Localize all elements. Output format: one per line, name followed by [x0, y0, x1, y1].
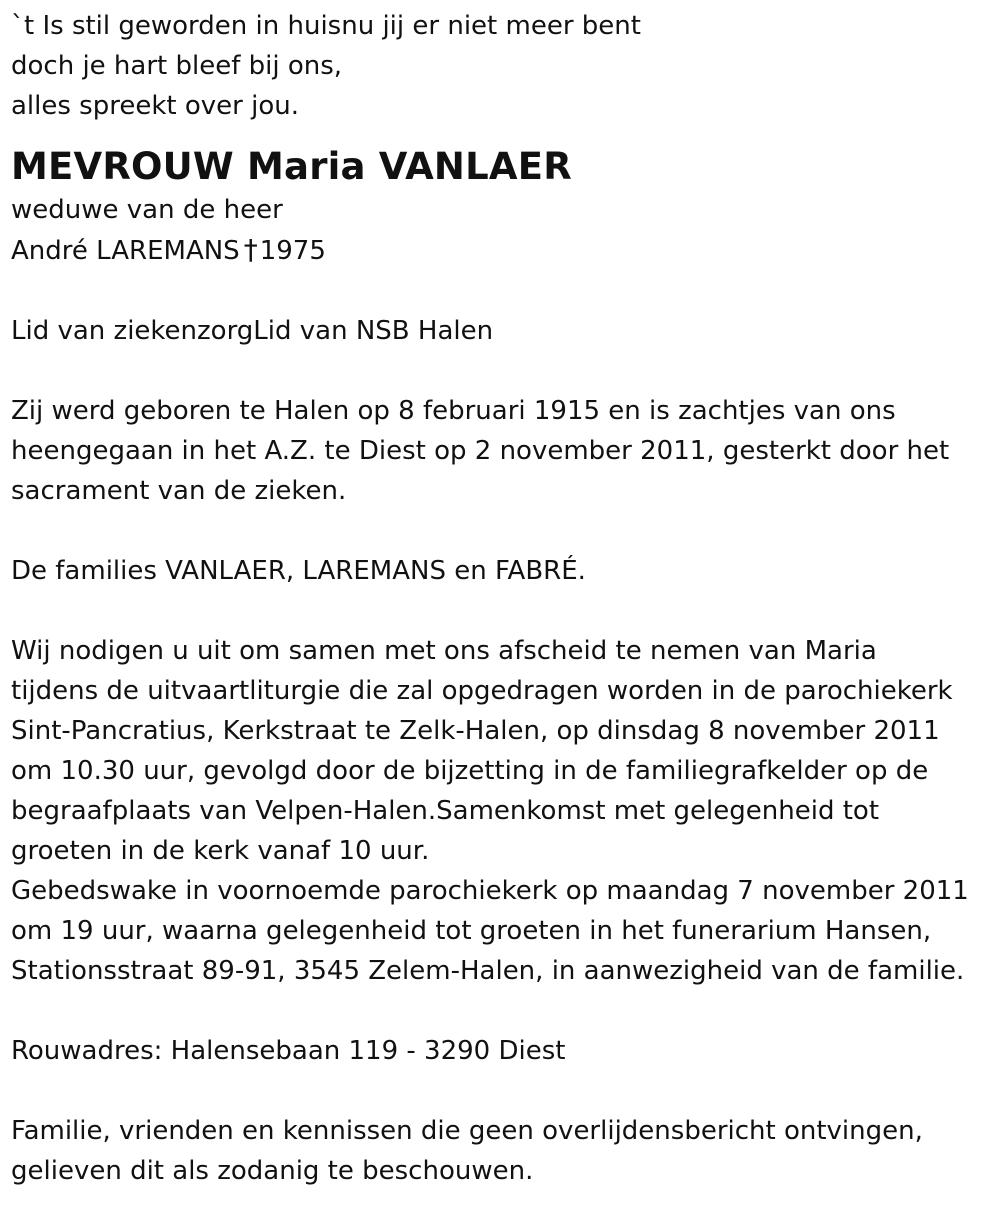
- address-line: Rouwadres: Halensebaan 119 - 3290 Diest: [11, 1036, 566, 1066]
- invitation-line-3: Sint-Pancratius, Kerkstraat te Zelk-Halen, op dinsdag 8 november 2011: [11, 716, 940, 746]
- invitation-block: [11, 631, 1000, 991]
- birth-death-line-1: Zij werd geboren te Halen op 8 februari 1915 en is zachtjes van ons: [11, 396, 896, 426]
- membership-line: Lid van ziekenzorgLid van NSB Halen: [11, 316, 494, 346]
- invitation-line-2: tijdens de uitvaartliturgie die zal opgedragen worden in de parochiekerk: [11, 676, 953, 706]
- deceased-name: MEVROUW Maria VANLAER: [11, 145, 572, 188]
- poem-line-2: doch je hart bleef bij ons,: [11, 51, 343, 81]
- membership-block: [11, 311, 1000, 351]
- poem-block: [11, 6, 1000, 126]
- closing-block: [11, 1111, 1000, 1191]
- invitation-line-8: om 19 uur, waarna gelegenheid tot groeten in het funerarium Hansen,: [11, 916, 932, 946]
- invitation-line-1: Wij nodigen u uit om samen met ons afscheid te nemen van Maria: [11, 636, 877, 666]
- spouse-line: [11, 230, 1000, 271]
- spouse-death-year: 1975: [259, 236, 326, 266]
- families-block: [11, 551, 1000, 591]
- closing-line-1: Familie, vrienden en kennissen die geen overlijdensbericht ontvingen,: [11, 1116, 923, 1146]
- poem-line-3: alles spreekt over jou.: [11, 91, 299, 121]
- invitation-line-9: Stationsstraat 89-91, 3545 Zelem-Halen, in aanwezigheid van de familie.: [11, 956, 965, 986]
- address-block: [11, 1031, 1000, 1071]
- closing-line-2: gelieven dit als zodanig te beschouwen.: [11, 1156, 534, 1186]
- invitation-line-7: Gebedswake in voornoemde parochiekerk op maandag 7 november 2011: [11, 876, 969, 906]
- spouse-name: André LAREMANS: [11, 236, 240, 266]
- poem-line-1: `t Is stil geworden in huisnu jij er niet meer bent: [11, 11, 641, 41]
- birth-death-line-3: sacrament van de zieken.: [11, 476, 347, 506]
- cross-icon: †: [243, 233, 258, 266]
- invitation-line-6: groeten in de kerk vanaf 10 uur.: [11, 836, 430, 866]
- birth-death-block: [11, 391, 1000, 511]
- invitation-line-4: om 10.30 uur, gevolgd door de bijzetting in de familiegrafkelder op de: [11, 756, 929, 786]
- birth-death-line-2: heengegaan in het A.Z. te Diest op 2 november 2011, gesterkt door het: [11, 436, 950, 466]
- widow-line: weduwe van de heer: [11, 195, 283, 225]
- widow-block: [11, 190, 1000, 271]
- invitation-line-5: begraafplaats van Velpen-Halen.Samenkomst met gelegenheid tot: [11, 796, 880, 826]
- families-line: De families VANLAER, LAREMANS en FABRÉ.: [11, 556, 586, 586]
